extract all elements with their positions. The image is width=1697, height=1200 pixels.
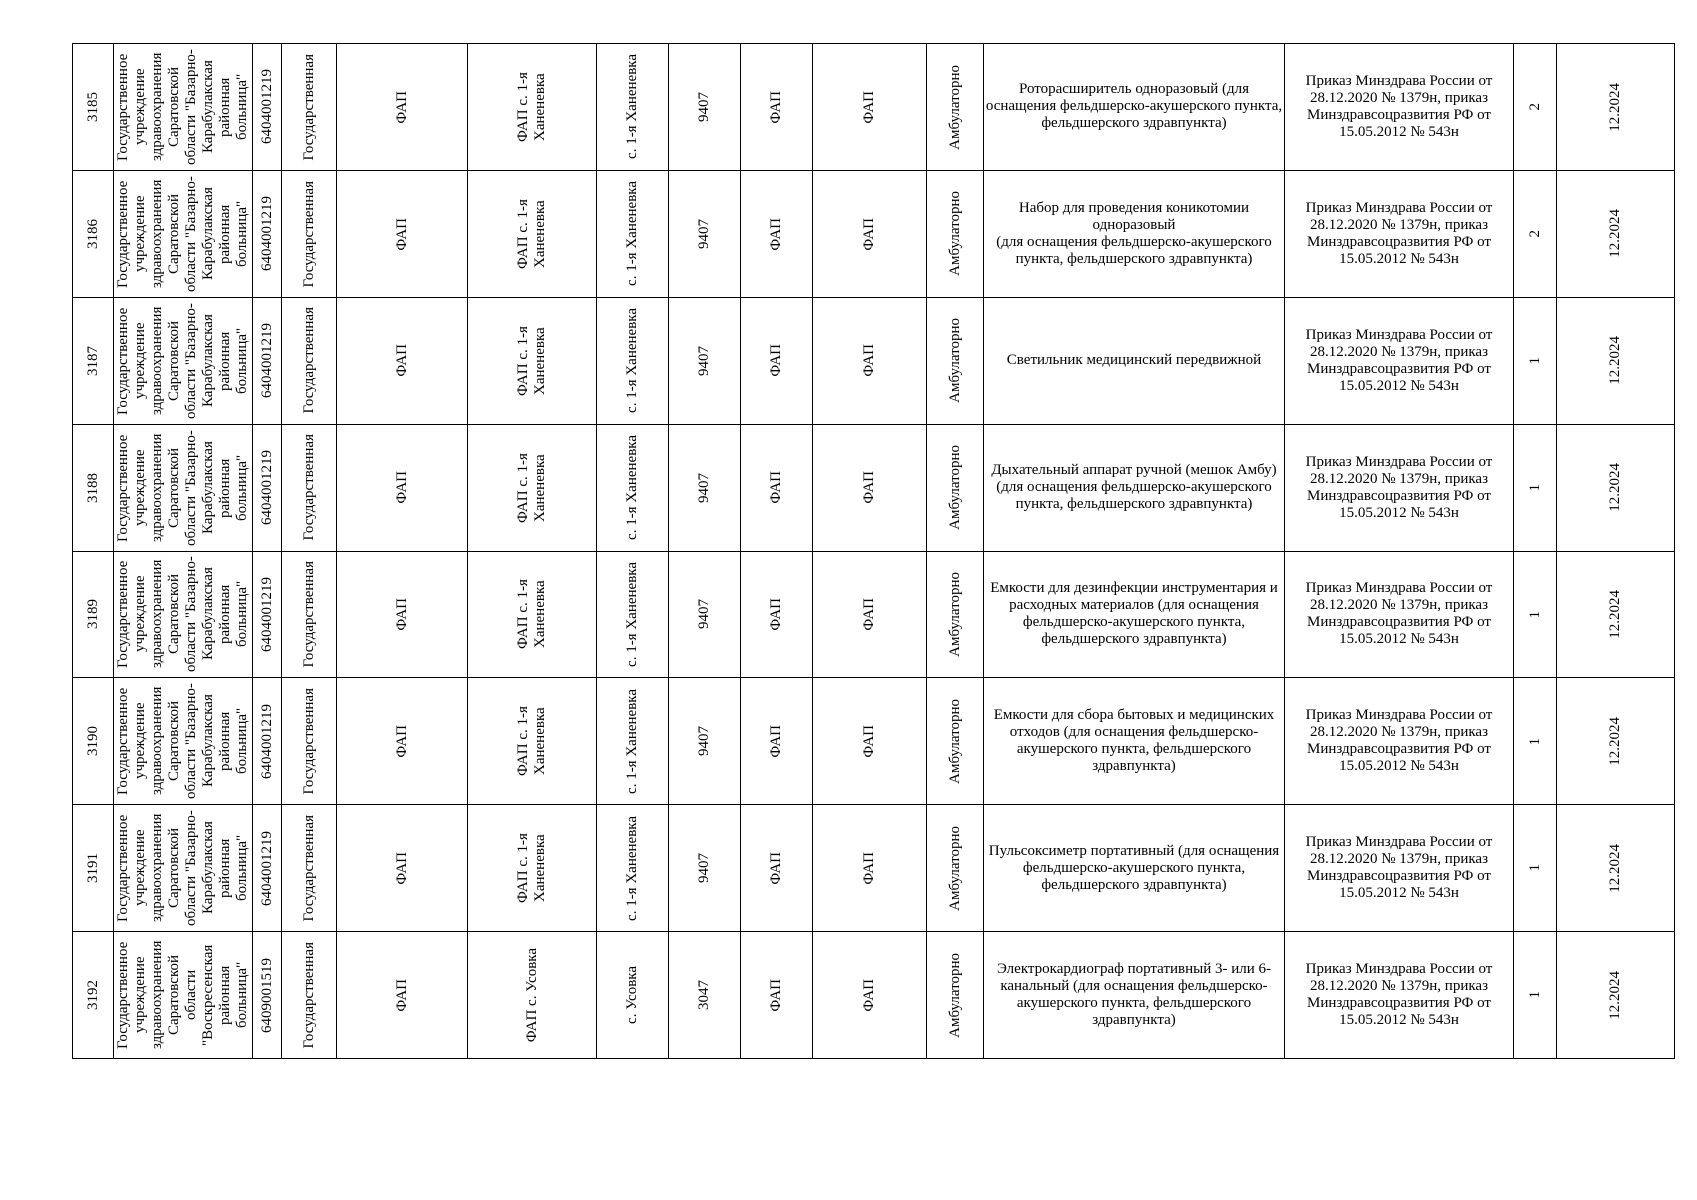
organization-name: Государственное учреждение здравоохранения Саратовской области "Базарно-Карабулакская районная больница" — [115, 429, 250, 546]
care-form-cell — [927, 297, 984, 424]
locality-code-cell — [669, 551, 741, 678]
ownership-type-cell — [282, 805, 337, 932]
locality-code-cell — [669, 297, 741, 424]
unit-kind-secondary: ФАП — [861, 978, 877, 1012]
locality-cell — [597, 805, 669, 932]
unit-name: ФАП с. 1-я Ханеневка — [515, 579, 548, 650]
delivery-period-cell — [1557, 297, 1675, 424]
organization-name-cell — [114, 678, 253, 805]
unit-name: ФАП с. 1-я Ханеневка — [515, 833, 548, 904]
ownership-type: Государственная — [300, 561, 317, 668]
row-number-cell — [73, 678, 114, 805]
unit-name-cell — [468, 424, 597, 551]
unit-kind: ФАП — [768, 978, 784, 1012]
unit-name: ФАП с. 1-я Ханеневка — [515, 198, 548, 269]
quantity: 1 — [1526, 356, 1543, 365]
inn-code-cell — [253, 297, 282, 424]
care-form-cell — [927, 805, 984, 932]
locality: с. Усовка — [624, 966, 640, 1025]
quantity-cell — [1514, 424, 1557, 551]
unit-kind-cell — [741, 932, 813, 1059]
locality-code: 9407 — [696, 853, 712, 884]
table-row — [73, 170, 1675, 297]
care-form: Амбулаторно — [946, 64, 963, 150]
care-form-cell — [927, 170, 984, 297]
unit-name: ФАП с. 1-я Ханеневка — [515, 706, 548, 777]
quantity-cell — [1514, 805, 1557, 932]
delivery-period-cell — [1557, 805, 1675, 932]
care-form: Амбулаторно — [946, 952, 963, 1038]
unit-kind-secondary-cell — [813, 170, 927, 297]
organization-name-cell — [114, 551, 253, 678]
unit-kind-secondary: ФАП — [861, 725, 877, 758]
table-row — [73, 551, 1675, 678]
legal-basis-cell: Приказ Минздрава России от 28.12.2020 № 1379н, приказ Минздравсоцразвития РФ от 15.05.2012 № 543н — [1285, 44, 1514, 171]
ownership-type-cell — [282, 551, 337, 678]
inn-code-cell — [253, 424, 282, 551]
row-number-cell — [73, 44, 114, 171]
ownership-type: Государственная — [300, 814, 317, 922]
row-number: 3190 — [84, 726, 101, 757]
inn-code-cell — [253, 551, 282, 678]
locality-code-cell — [669, 424, 741, 551]
unit-kind: ФАП — [768, 90, 784, 124]
inn-code-cell — [253, 44, 282, 171]
unit-type: ФАП — [393, 217, 410, 251]
organization-name: Государственное учреждение здравоохранения Саратовской области "Базарно-Карабулакская районная больница" — [115, 556, 250, 673]
organization-name-cell — [114, 805, 253, 932]
unit-name: ФАП с. Усовка — [523, 947, 540, 1043]
quantity: 1 — [1526, 610, 1543, 619]
unit-kind-secondary-cell — [813, 805, 927, 932]
locality: с. 1-я Ханеневка — [624, 815, 640, 921]
unit-name-cell — [468, 678, 597, 805]
organization-name: Государственное учреждение здравоохранения Саратовской области "Базарно-Карабулакская районная больница" — [115, 175, 250, 292]
unit-kind-cell — [741, 424, 813, 551]
unit-name-cell — [468, 170, 597, 297]
table-row — [73, 424, 1675, 551]
unit-type-cell — [337, 678, 468, 805]
unit-type-cell — [337, 297, 468, 424]
legal-basis-cell: Приказ Минздрава России от 28.12.2020 № 1379н, приказ Минздравсоцразвития РФ от 15.05.2012 № 543н — [1285, 551, 1514, 678]
row-number-cell — [73, 805, 114, 932]
legal-basis-cell: Приказ Минздрава России от 28.12.2020 № 1379н, приказ Минздравсоцразвития РФ от 15.05.2012 № 543н — [1285, 170, 1514, 297]
row-number-cell — [73, 424, 114, 551]
delivery-period-cell — [1557, 170, 1675, 297]
ownership-type: Государственная — [300, 434, 317, 541]
equipment-description-cell: Роторасширитель одноразовый (для оснащения фельдшерско-акушерского пункта, фельдшерского здравпункта) — [984, 44, 1285, 171]
inn-code-cell — [253, 932, 282, 1059]
unit-kind-secondary-cell — [813, 44, 927, 171]
ownership-type: Государственная — [300, 941, 317, 1049]
unit-kind: ФАП — [768, 344, 784, 377]
unit-kind-cell — [741, 297, 813, 424]
row-number: 3185 — [84, 91, 101, 122]
equipment-table — [72, 43, 1675, 1059]
unit-kind-secondary: ФАП — [861, 471, 877, 504]
locality-code-cell — [669, 805, 741, 932]
delivery-period: 12.2024 — [1607, 209, 1623, 259]
ownership-type: Государственная — [300, 180, 317, 288]
inn-code-cell — [253, 678, 282, 805]
unit-type: ФАП — [393, 344, 410, 377]
unit-type: ФАП — [393, 471, 410, 504]
ownership-type: Государственная — [300, 53, 317, 161]
unit-type: ФАП — [393, 851, 410, 885]
locality-code: 9407 — [696, 345, 712, 376]
organization-name-cell — [114, 170, 253, 297]
equipment-description-cell: Емкости для дезинфекции инструментария и расходных материалов (для оснащения фельдшерско-акушерского пункта, фельдшерского здравпункта) — [984, 551, 1285, 678]
unit-type-cell — [337, 805, 468, 932]
equipment-description-cell: Набор для проведения коникотомии одноразовый (для оснащения фельдшерско-акушерского пункта, фельдшерского здравпункта) — [984, 170, 1285, 297]
locality: с. 1-я Ханеневка — [624, 54, 640, 160]
inn-code: 6404001219 — [258, 703, 275, 779]
quantity-cell — [1514, 170, 1557, 297]
care-form-cell — [927, 424, 984, 551]
locality-code-cell — [669, 44, 741, 171]
delivery-period: 12.2024 — [1607, 82, 1623, 132]
locality-cell — [597, 44, 669, 171]
ownership-type-cell — [282, 170, 337, 297]
delivery-period-cell — [1557, 551, 1675, 678]
inn-code: 6404001219 — [258, 196, 275, 272]
unit-kind-secondary-cell — [813, 678, 927, 805]
table-row — [73, 44, 1675, 171]
delivery-period: 12.2024 — [1607, 843, 1623, 893]
table-row — [73, 678, 1675, 805]
organization-name-cell — [114, 44, 253, 171]
quantity-cell — [1514, 932, 1557, 1059]
unit-kind: ФАП — [768, 598, 784, 631]
quantity-cell — [1514, 678, 1557, 805]
unit-type: ФАП — [393, 598, 410, 631]
unit-type-cell — [337, 44, 468, 171]
delivery-period-cell — [1557, 678, 1675, 805]
ownership-type: Государственная — [300, 307, 317, 414]
care-form-cell — [927, 678, 984, 805]
legal-basis-cell: Приказ Минздрава России от 28.12.2020 № 1379н, приказ Минздравсоцразвития РФ от 15.05.2012 № 543н — [1285, 932, 1514, 1059]
locality: с. 1-я Ханеневка — [624, 181, 640, 287]
unit-name-cell — [468, 932, 597, 1059]
quantity: 1 — [1526, 991, 1543, 999]
locality-code: 9407 — [696, 91, 712, 122]
quantity-cell — [1514, 44, 1557, 171]
organization-name: Государственное учреждение здравоохранения Саратовской области "Базарно-Карабулакская районная больница" — [115, 683, 250, 800]
equipment-description-cell: Светильник медицинский передвижной — [984, 297, 1285, 424]
equipment-description-cell: Пульсоксиметр портативный (для оснащения фельдшерско-акушерского пункта, фельдшерского здравпункта) — [984, 805, 1285, 932]
care-form-cell — [927, 932, 984, 1059]
inn-code: 6404001219 — [258, 323, 275, 399]
unit-type: ФАП — [393, 978, 410, 1012]
locality-code: 9407 — [696, 726, 712, 757]
care-form: Амбулаторно — [946, 191, 963, 277]
unit-name: ФАП с. 1-я Ханеневка — [515, 325, 548, 396]
delivery-period: 12.2024 — [1607, 716, 1623, 766]
row-number: 3189 — [84, 599, 101, 630]
locality: с. 1-я Ханеневка — [624, 308, 640, 414]
care-form: Амбулаторно — [946, 825, 963, 911]
locality-code-cell — [669, 932, 741, 1059]
unit-kind-secondary-cell — [813, 297, 927, 424]
quantity: 1 — [1526, 864, 1543, 872]
delivery-period-cell — [1557, 424, 1675, 551]
care-form: Амбулаторно — [946, 572, 963, 657]
ownership-type-cell — [282, 932, 337, 1059]
inn-code: 6404001219 — [258, 576, 275, 652]
ownership-type-cell — [282, 424, 337, 551]
unit-kind: ФАП — [768, 851, 784, 885]
ownership-type: Государственная — [300, 688, 317, 795]
organization-name: Государственное учреждение здравоохранения Саратовской области "Базарно-Карабулакская районная больница" — [115, 48, 250, 165]
unit-kind-secondary: ФАП — [861, 851, 877, 885]
delivery-period-cell — [1557, 932, 1675, 1059]
organization-name: Государственное учреждение здравоохранения Саратовской области "Базарно-Карабулакская районная больница" — [115, 810, 250, 927]
unit-kind: ФАП — [768, 725, 784, 758]
unit-name: ФАП с. 1-я Ханеневка — [515, 72, 548, 142]
delivery-period: 12.2024 — [1607, 463, 1623, 512]
row-number: 3192 — [84, 980, 101, 1011]
locality-cell — [597, 678, 669, 805]
equipment-description-cell: Электрокардиограф портативный 3- или 6-канальный (для оснащения фельдшерско-акушерского пункта, фельдшерского здравпункта) — [984, 932, 1285, 1059]
unit-kind-secondary-cell — [813, 551, 927, 678]
care-form: Амбулаторно — [946, 445, 963, 530]
delivery-period: 12.2024 — [1607, 336, 1623, 386]
locality: с. 1-я Ханеневка — [624, 435, 640, 541]
organization-name-cell — [114, 932, 253, 1059]
row-number-cell — [73, 170, 114, 297]
unit-name-cell — [468, 805, 597, 932]
equipment-description-cell: Дыхательный аппарат ручной (мешок Амбу) (для оснащения фельдшерско-акушерского пункта, фельдшерского здравпункта) — [984, 424, 1285, 551]
unit-type: ФАП — [393, 90, 410, 124]
organization-name: Государственное учреждение здравоохранения Саратовской области "Воскресенская районная больница" — [115, 940, 250, 1050]
unit-name-cell — [468, 551, 597, 678]
quantity: 1 — [1526, 483, 1543, 492]
delivery-period-cell — [1557, 44, 1675, 171]
locality-cell — [597, 551, 669, 678]
unit-kind-cell — [741, 44, 813, 171]
unit-kind-cell — [741, 170, 813, 297]
care-form: Амбулаторно — [946, 318, 963, 404]
locality: с. 1-я Ханеневка — [624, 688, 640, 794]
unit-name-cell — [468, 297, 597, 424]
quantity-cell — [1514, 551, 1557, 678]
unit-name: ФАП с. 1-я Ханеневка — [515, 452, 548, 523]
ownership-type-cell — [282, 297, 337, 424]
locality-code-cell — [669, 170, 741, 297]
inn-code: 6404001219 — [258, 450, 275, 526]
locality-code: 9407 — [696, 218, 712, 249]
unit-kind-cell — [741, 805, 813, 932]
organization-name-cell — [114, 424, 253, 551]
row-number: 3187 — [84, 345, 101, 376]
care-form: Амбулаторно — [946, 698, 963, 784]
legal-basis-cell: Приказ Минздрава России от 28.12.2020 № 1379н, приказ Минздравсоцразвития РФ от 15.05.2012 № 543н — [1285, 678, 1514, 805]
equipment-description-cell: Емкости для сбора бытовых и медицинских отходов (для оснащения фельдшерско-акушерского пункта, фельдшерского здравпункта) — [984, 678, 1285, 805]
unit-type: ФАП — [393, 725, 410, 758]
quantity: 1 — [1526, 737, 1543, 746]
organization-name: Государственное учреждение здравоохранения Саратовской области "Базарно-Карабулакская районная больница" — [115, 302, 250, 419]
delivery-period: 12.2024 — [1607, 590, 1623, 639]
ownership-type-cell — [282, 678, 337, 805]
unit-type-cell — [337, 551, 468, 678]
locality-code: 9407 — [696, 472, 712, 503]
row-number: 3188 — [84, 472, 101, 503]
unit-kind-secondary: ФАП — [861, 217, 877, 251]
table-row — [73, 932, 1675, 1059]
unit-kind-cell — [741, 678, 813, 805]
inn-code-cell — [253, 170, 282, 297]
row-number-cell — [73, 297, 114, 424]
unit-kind: ФАП — [768, 471, 784, 504]
inn-code: 6409001519 — [258, 957, 275, 1033]
inn-code: 6404001219 — [258, 830, 275, 906]
delivery-period: 12.2024 — [1607, 970, 1623, 1020]
unit-kind-secondary: ФАП — [861, 90, 877, 124]
legal-basis-cell: Приказ Минздрава России от 28.12.2020 № 1379н, приказ Минздравсоцразвития РФ от 15.05.2012 № 543н — [1285, 424, 1514, 551]
locality-code: 9407 — [696, 599, 712, 630]
unit-type-cell — [337, 932, 468, 1059]
organization-name-cell — [114, 297, 253, 424]
locality-cell — [597, 424, 669, 551]
inn-code-cell — [253, 805, 282, 932]
locality: с. 1-я Ханеневка — [624, 561, 640, 667]
unit-type-cell — [337, 170, 468, 297]
legal-basis-cell: Приказ Минздрава России от 28.12.2020 № 1379н, приказ Минздравсоцразвития РФ от 15.05.2012 № 543н — [1285, 297, 1514, 424]
row-number: 3186 — [84, 218, 101, 249]
unit-kind: ФАП — [768, 217, 784, 251]
legal-basis-cell: Приказ Минздрава России от 28.12.2020 № 1379н, приказ Минздравсоцразвития РФ от 15.05.2012 № 543н — [1285, 805, 1514, 932]
unit-kind-secondary-cell — [813, 424, 927, 551]
table-row — [73, 297, 1675, 424]
row-number: 3191 — [84, 853, 101, 884]
unit-kind-cell — [741, 551, 813, 678]
unit-kind-secondary-cell — [813, 932, 927, 1059]
care-form-cell — [927, 551, 984, 678]
unit-type-cell — [337, 424, 468, 551]
inn-code: 6404001219 — [258, 69, 275, 145]
row-number-cell — [73, 551, 114, 678]
table-row — [73, 805, 1675, 932]
locality-cell — [597, 297, 669, 424]
ownership-type-cell — [282, 44, 337, 171]
row-number-cell — [73, 932, 114, 1059]
unit-kind-secondary: ФАП — [861, 598, 877, 631]
locality-code-cell — [669, 678, 741, 805]
locality-code: 3047 — [696, 980, 712, 1011]
quantity-cell — [1514, 297, 1557, 424]
unit-name-cell — [468, 44, 597, 171]
care-form-cell — [927, 44, 984, 171]
unit-kind-secondary: ФАП — [861, 344, 877, 377]
quantity: 2 — [1526, 103, 1543, 111]
locality-cell — [597, 170, 669, 297]
locality-cell — [597, 932, 669, 1059]
quantity: 2 — [1526, 230, 1543, 238]
